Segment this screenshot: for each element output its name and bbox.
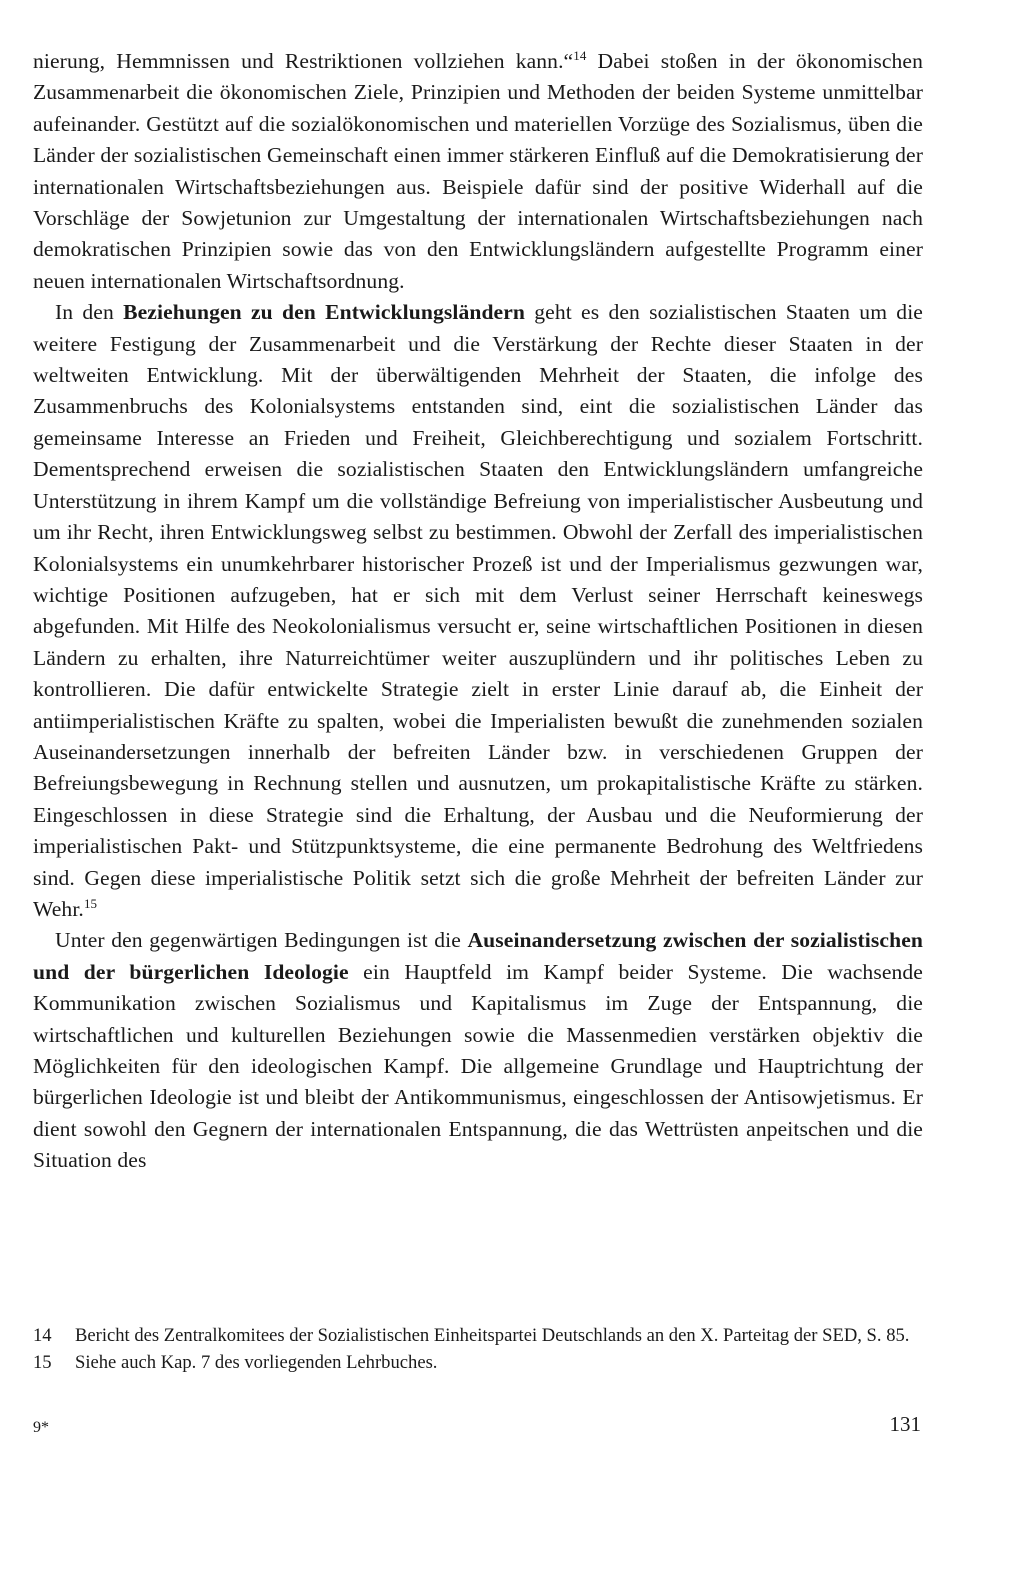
footnote-number: 14 xyxy=(33,1325,52,1346)
text-run: Unter den gegenwärtigen Bedingungen ist die xyxy=(55,928,468,953)
text-run: ein Hauptfeld im Kampf beider Systeme. Die wachsende Kommunikation zwischen Sozialismus und Kapitalismus im Zuge der Entspannung, die wirtschaftlichen und kulturellen Beziehungen sowie die Massenmedien verstärken objektiv die Möglichkeiten für den ideologischen Kampf. Die allgemeine Grundlage und Hauptrichtung der bürgerlichen Ideologie ist und bleibt der Antikommunismus, eingeschlossen der Antisowjetismus. Er dient sowohl den Gegnern der internationalen Entspannung, die das Wettrüsten anpeitschen und die Situation des xyxy=(33,959,923,1173)
text-run: Dabei stoßen in der ökonomischen Zusammenarbeit die ökonomischen Ziele, Prinzipien und Methoden der beiden Systeme unmittelbar aufeinander. Gestützt auf die sozialökonomischen und materiellen Vorzüge des Sozialismus, üben die Länder der sozialistischen Gemeinschaft einen immer stärkeren Einfluß auf die Demokratisierung der internationalen Wirtschaftsbeziehungen aus. Beispiele dafür sind der positive Widerhall auf die Vorschläge der Sowjetunion zur Umgestaltung der internationalen Wirtschaftsbeziehungen nach demokratischen Prinzipien sowie das von den Entwicklungsländern aufgestellte Programm einer neuen internationalen Wirtschaftsordnung. xyxy=(33,49,923,293)
emphasized-term: Beziehungen zu den Entwicklungsländern xyxy=(123,300,526,325)
emphasized-term: Auseinandersetzung zwischen der sozialistischen und der bürgerlichen Ideologie xyxy=(33,928,923,984)
page-content xyxy=(33,46,923,1177)
footnote-reference: 14 xyxy=(573,48,587,63)
paragraph xyxy=(33,925,923,1176)
footnote-number: 15 xyxy=(33,1352,52,1373)
footnotes xyxy=(33,1322,923,1376)
footnote-text: Bericht des Zentralkomitees der Sozialistischen Einheitspartei Deutschlands an den X. Parteitag der SED, S. 85. xyxy=(75,1325,910,1346)
text-run: geht es den sozialistischen Staaten um die weitere Festigung der Zusammenarbeit und die Verstärkung der Rechte dieser Staaten in der weltweiten Entwicklung. Mit der überwältigenden Mehrheit der Staaten, die infolge des Zusammenbruchs des Kolonialsystems entstanden sind, eint die sozialistischen Länder das gemeinsame Interesse an Frieden und Freiheit, Gleichberechtigung und sozialem Fortschritt. Dementsprechend erweisen die sozialistischen Staaten den Entwicklungsländern umfangreiche Unterstützung in ihrem Kampf um die vollständige Befreiung von imperialistischer Ausbeutung und um ihr Recht, ihren Entwicklungsweg selbst zu bestimmen. Obwohl der Zerfall des imperialistischen Kolonialsystems ein unumkehrbarer historischer Prozeß ist und der Imperialismus gezwungen war, wichtige Positionen aufzugeben, hat er sich mit dem Verlust seiner Herrschaft keineswegs abgefunden. Mit Hilfe des Neokolonialismus versucht er, seine wirtschaftlichen Positionen in diesen Ländern zu erhalten, ihre Naturreichtümer weiter auszuplündern und ihr politisches Leben zu kontrollieren. Die dafür entwickelte Strategie zielt in erster Linie darauf ab, die Einheit der antiimperialistischen Kräfte zu spalten, wobei die Imperialisten bewußt die zunehmenden sozialen Auseinandersetzungen innerhalb der befreiten Länder bzw. in verschiedenen Gruppen der Befreiungsbewegung in Rechnung stellen und ausnutzen, um prokapitalistische Kräfte zu stärken. Eingeschlossen in diese Strategie sind die Erhaltung, der Ausbau und die Neuformierung der imperialistischen Pakt- und Stützpunktsysteme, die eine permanente Bedrohung des Weltfriedens sind. Gegen diese imperialistische Politik setzt sich die große Mehrheit der befreiten Länder zur Wehr. xyxy=(33,300,923,921)
footnote xyxy=(33,1322,923,1349)
page-number: 131 xyxy=(889,1412,921,1436)
text-run: nierung, Hemmnissen und Restriktionen vollziehen kann.“ xyxy=(33,49,574,73)
text-run: In den xyxy=(55,300,124,325)
footnote-text: Siehe auch Kap. 7 des vorliegenden Lehrbuches. xyxy=(75,1352,438,1373)
footnote-reference: 15 xyxy=(83,895,98,911)
paragraph xyxy=(33,297,923,925)
footnote xyxy=(33,1349,923,1376)
body-text xyxy=(33,46,923,1177)
signature-mark: 9* xyxy=(33,1419,49,1436)
paragraph xyxy=(33,46,923,297)
